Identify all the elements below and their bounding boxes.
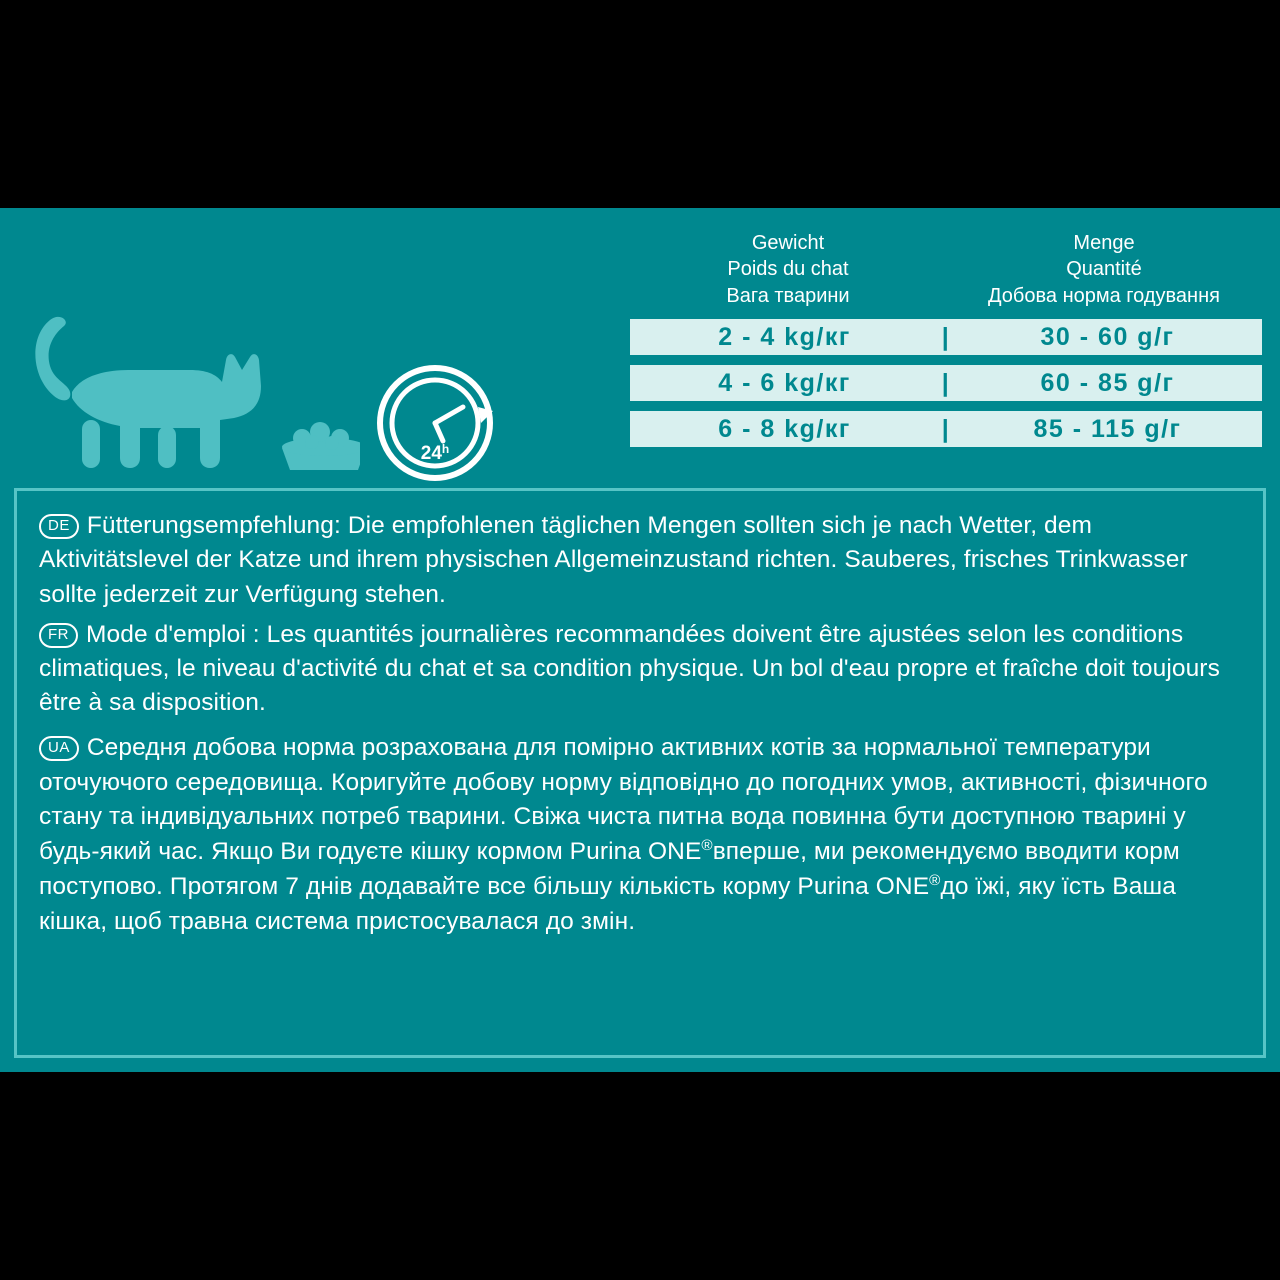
instruction-text-ua-part2: вперше, ми рекомендуємо вводити корм поступово. Протягом 7 днів додавайте все більшу кількість корму Purina ONE xyxy=(39,838,1180,900)
weight-header-ua: Вага тварини xyxy=(726,284,850,307)
weight-column-header xyxy=(630,230,946,309)
row-amount: 30 - 60 g/г xyxy=(1040,322,1175,351)
instruction-paragraph-fr xyxy=(39,618,1241,721)
cat-walking-icon xyxy=(20,308,360,478)
table-row xyxy=(630,365,1262,401)
instruction-text-ua-part1: Середня добова норма розрахована для помірно активних котів за нормальної температури оточуючого середовища. Коригуйте добову норму відповідно до погодних умов, активності, фізичного стану та індивідуальних потреб тварини. Свіжа чиста питна вода повинна бути доступною тварині у будь-який час. Якщо Ви годуєте кішку кормом Purina ONE xyxy=(39,733,1208,866)
row-amount: 85 - 115 g/г xyxy=(1033,414,1182,443)
table-row xyxy=(630,411,1262,447)
clock-label: 24$^h$ xyxy=(420,442,450,464)
clock-24h-icon xyxy=(375,363,495,483)
language-tag-ua: UA xyxy=(39,736,79,761)
instruction-text-fr: Mode d'emploi : Les quantités journalières recommandées doivent être ajustées selon les conditions climatiques, le niveau d'activité du chat et sa condition physique. Un bol d'eau propre et fraîche doit toujours être à sa disposition. xyxy=(39,620,1220,717)
row-weight: 6 - 8 kg/кг xyxy=(718,414,851,443)
feeding-table xyxy=(630,230,1262,457)
language-tag-de: DE xyxy=(39,514,79,539)
feeding-table-header xyxy=(630,230,1262,319)
row-separator: | xyxy=(941,414,951,443)
row-weight: 2 - 4 kg/кг xyxy=(718,322,851,351)
instruction-paragraph-de xyxy=(39,509,1241,612)
registered-mark-2: ® xyxy=(929,871,941,889)
amount-header-fr: Quantité xyxy=(1066,258,1142,281)
table-row xyxy=(630,319,1262,355)
amount-header-de: Menge xyxy=(1073,232,1135,254)
weight-header-de: Gewicht xyxy=(751,232,825,254)
feeding-guide-panel xyxy=(0,208,1280,1072)
language-tag-fr: FR xyxy=(39,623,78,648)
registered-mark-1: ® xyxy=(701,836,713,854)
row-weight: 4 - 6 kg/кг xyxy=(718,368,851,397)
instructions-block xyxy=(14,488,1266,1058)
amount-column-header xyxy=(946,230,1262,309)
row-amount: 60 - 85 g/г xyxy=(1040,368,1175,397)
weight-header-fr: Poids du chat xyxy=(727,258,849,281)
instruction-text-de: Fütterungsempfehlung: Die empfohlenen täglichen Mengen sollten sich je nach Wetter, dem Aktivitätslevel der Katze und ihrem physischen Allgemeinzustand richten. Sauberes, frisches Trinkwasser sollte jederzeit zur Verfügung stehen. xyxy=(39,512,1188,608)
row-separator: | xyxy=(941,368,951,397)
food-bowl-icon xyxy=(282,422,360,470)
amount-header-ua: Добова норма годування xyxy=(988,284,1220,307)
instruction-paragraph-ua xyxy=(39,731,1241,940)
row-separator: | xyxy=(941,322,951,351)
instruction-text-ua-part3: до їжі, яку їсть Ваша кішка, щоб травна система пристосувалася до змін. xyxy=(39,872,1176,935)
top-illustration-area xyxy=(0,208,1280,488)
